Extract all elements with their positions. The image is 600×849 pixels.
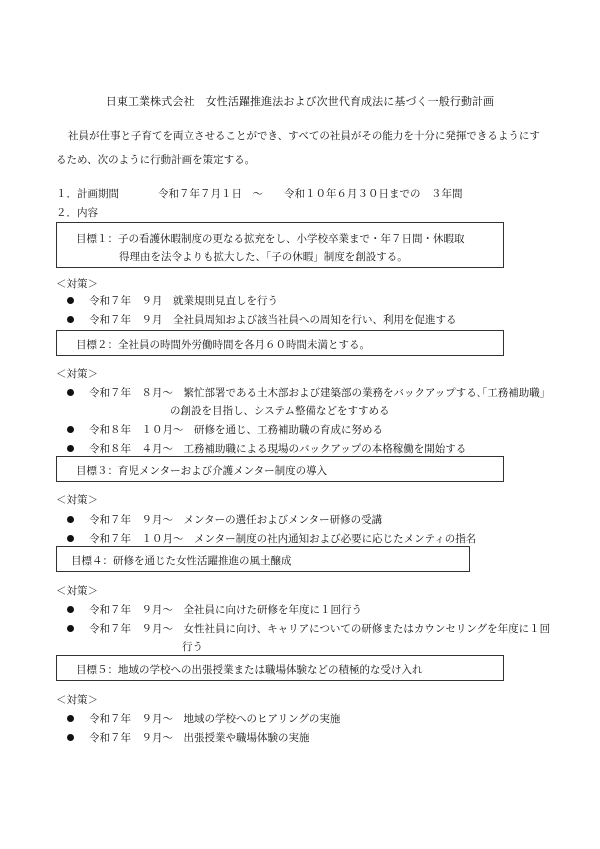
goal-2-text: 目標２：全社員の時間外労働時間を各月６０時間未満とする。 (76, 339, 370, 351)
goal-3-text: 目標３：育児メンターおよび介護メンター制度の導入 (76, 465, 328, 477)
document-title: 日東工業株式会社 女性活躍推進法および次世代育成法に基づく一般行動計画 (105, 95, 495, 108)
measure-item: 令和７年 ９月 就業規則見直しを行う (89, 295, 278, 307)
bullet-icon (67, 734, 74, 741)
goal-box-2 (56, 330, 504, 356)
bullet-icon (67, 535, 74, 542)
measures-heading: ＜対策＞ (56, 278, 98, 290)
bullet-icon (67, 297, 74, 304)
measure-item: 令和７年 ９月～ 全社員に向けた研修を年度に１回行う (89, 604, 362, 616)
goal-box-5 (56, 655, 504, 681)
plan-content-label: 内容 (77, 207, 98, 219)
measure-item: 令和７年 ９月～ メンターの選任およびメンター研修の受講 (89, 514, 383, 526)
measure-item: 令和７年 ９月～ 出張授業や職場体験の実施 (89, 732, 310, 744)
goal-4-text: 目標４：研修を通じた女性活躍推進の風土醸成 (71, 555, 292, 567)
bullet-icon (67, 625, 74, 632)
plan-period-number: １． (56, 188, 77, 200)
bullet-icon (67, 445, 74, 452)
measure-item: 令和７年 ９月～ 女性社員に向け、キャリアについての研修またはカウンセリングを年度に１回 (89, 623, 551, 635)
measures-heading: ＜対策＞ (56, 694, 98, 706)
measure-item: 令和７年 １０月～ メンター制度の社内通知および必要に応じたメンティの指名 (89, 533, 477, 545)
bullet-icon (67, 715, 74, 722)
bullet-icon (67, 389, 74, 396)
measure-item: 令和７年 ９月～ 地域の学校へのヒアリングの実施 (89, 713, 341, 725)
bullet-icon (67, 316, 74, 323)
measure-item: 令和８年 ４月～ 工務補助職による現場のバックアップの本格稼働を開始する (89, 443, 467, 455)
goal-1-text-line-2: 得理由を法令よりも拡大した、「子の休暇」制度を創設する。 (119, 251, 408, 263)
intro-line-2: るため、次のように行動計画を策定する。 (56, 154, 256, 166)
goal-box-4 (56, 546, 470, 572)
measure-item-continuation: の創設を目指し、システム整備などをすすめる (170, 405, 390, 417)
measures-heading: ＜対策＞ (56, 368, 98, 380)
bullet-icon (67, 606, 74, 613)
measure-item: 令和７年 ９月 全社員周知および該当社員への周知を行い、利用を促進する (89, 314, 457, 326)
bullet-icon (67, 426, 74, 433)
bullet-icon (67, 516, 74, 523)
goal-box-1 (56, 222, 504, 268)
goal-5-text: 目標５：地域の学校への出張授業または職場体験などの積極的な受け入れ (76, 664, 423, 676)
measure-item: 令和８年 １０月～ 研修を通じ、工務補助職の育成に努める (89, 424, 383, 436)
goal-box-3 (56, 456, 504, 482)
plan-period-value: 令和７年７月１日 ～ 令和１０年６月３０日までの ３年間 (158, 188, 463, 200)
measures-heading: ＜対策＞ (56, 585, 98, 597)
goal-1-text-line-1: 目標１：子の看護休暇制度の更なる拡充をし、小学校卒業まで・年７日間・休暇取 (76, 233, 465, 245)
plan-content-number: ２． (56, 207, 77, 219)
measure-item: 令和７年 ８月～ 繁忙部署である土木部および建築部の業務をバックアップする､｢工務補助職」 (89, 387, 551, 399)
measure-item-continuation: 行う (182, 641, 203, 653)
intro-line-1: 社員が仕事と子育てを両立させることができ、すべての社員がその能力を十分に発揮できるようにす (68, 130, 540, 142)
measures-heading: ＜対策＞ (56, 494, 98, 506)
plan-period-label: 計画期間 (77, 188, 119, 200)
